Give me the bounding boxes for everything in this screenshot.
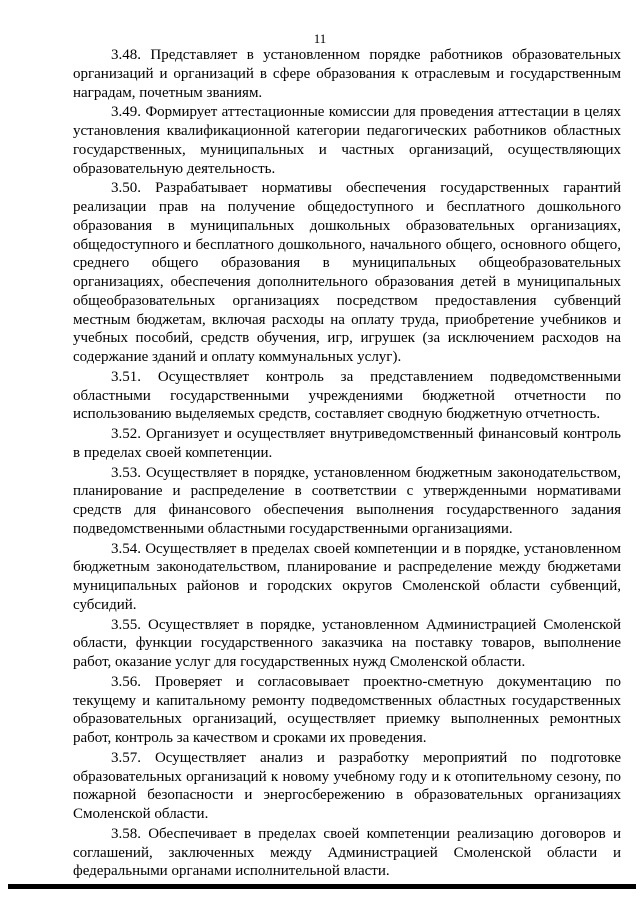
page-number: 11	[313, 31, 327, 46]
paragraph-3-54: 3.54. Осуществляет в пределах своей компетенции и в порядке, установленном бюджетным законодательством, планирование и распределение между бюджетами муниципальных районов и городских округов Смоленской области субвенций, субсидий.	[73, 540, 621, 613]
paragraph-3-50: 3.50. Разрабатывает нормативы обеспечения государственных гарантий реализации прав на получение общедоступного и бесплатного дошкольного образования в муниципальных дошкольных образовательных организациях, общедоступного и бесплатного дошкольного, начального общего, основного общего, среднего общего образования в муниципальных общеобразовательных организациях, обеспечения дополнительного образования детей в муниципальных общеобразовательных организациях посредством предоставления субвенций местным бюджетам, включая расходы на оплату труда, приобретение учебников и учебных пособий, средств обучения, игр, игрушек (за исключением расходов на содержание зданий и оплату коммунальных услуг).	[73, 180, 621, 365]
paragraph-3-57: 3.57. Осуществляет анализ и разработку мероприятий по подготовке образовательных организаций к новому учебному году и к отопительному сезону, по пожарной безопасности и энергосбережению в образовательных организациях Смоленской области.	[73, 749, 621, 822]
paragraph-3-58: 3.58. Обеспечивает в пределах своей компетенции реализацию договоров и соглашений, заключенных между Администрацией Смоленской области и федеральными органами исполнительной власти.	[73, 825, 621, 880]
paragraph-3-48: 3.48. Представляет в установленном порядке работников образовательных организаций и организаций в сфере образования к отраслевым и государственным наградам, почетным званиям.	[73, 47, 621, 101]
paragraph-3-53: 3.53. Осуществляет в порядке, установленном бюджетным законодательством, планирование и распределение в соответствии с утвержденными нормативами средств для финансового обеспечения выполнения государственного задания подведомственными областными государственными организациями.	[73, 464, 621, 537]
paragraph-3-56: 3.56. Проверяет и согласовывает проектно-сметную документацию по текущему и капитальному ремонту подведомственных областных государственных образовательных организаций, осуществляет приемку выполненных ремонтных работ, контроль за качеством и сроками их проведения.	[73, 673, 621, 746]
paragraph-3-51: 3.51. Осуществляет контроль за представлением подведомственными областными государственными учреждениями бюджетной отчетности по использованию выделяемых средств, составляет сводную бюджетную отчетность.	[73, 368, 621, 423]
document-body	[73, 46, 621, 882]
paragraph-3-52: 3.52. Организует и осуществляет внутриведомственный финансовый контроль в пределах своей компетенции.	[73, 426, 621, 461]
paragraph-3-55: 3.55. Осуществляет в порядке, установленном Администрацией Смоленской области, функции государственного заказчика на поставку товаров, выполнение работ, оказание услуг для государственных нужд Смоленской области.	[73, 616, 621, 670]
scan-footer-bar	[8, 884, 636, 889]
paragraph-3-49: 3.49. Формирует аттестационные комиссии для проведения аттестации в целях установления квалификационной категории педагогических работников областных государственных, муниципальных и частных организаций, осуществляющих образовательную деятельность.	[73, 104, 621, 177]
